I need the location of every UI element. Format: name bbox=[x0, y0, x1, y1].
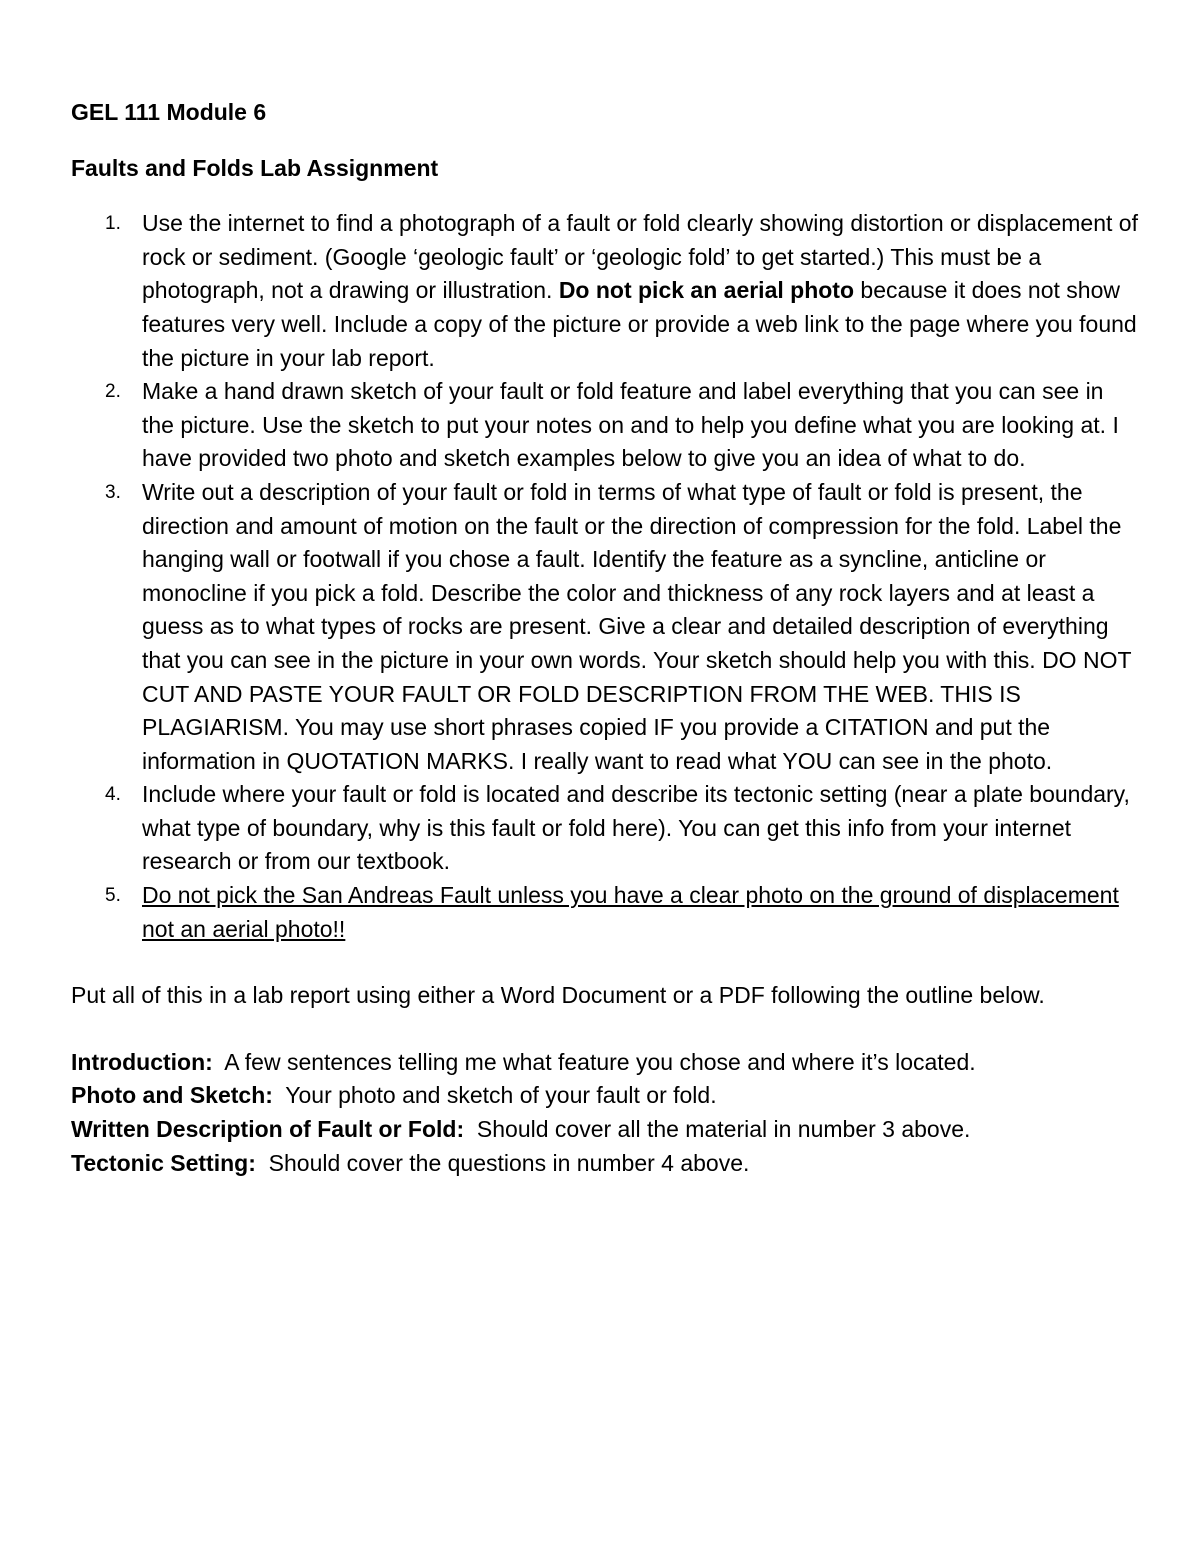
list-item bbox=[71, 778, 1141, 879]
outline-text: A few sentences telling me what feature you chose and where it’s located. bbox=[212, 1048, 976, 1075]
outline-row-introduction bbox=[71, 1046, 1141, 1080]
item-number: 3. bbox=[105, 481, 121, 503]
item-text: Use the internet to find a photograph of a fault or fold clearly showing distortion or displacement of rock or sediment. (Google ‘geologic fault’ or ‘geologic fold’ to get started.) This must be a photograph, not a drawing or illustration. bbox=[142, 210, 1138, 304]
list-item bbox=[71, 476, 1141, 778]
outline-label: Written Description of Fault or Fold: bbox=[71, 1116, 465, 1143]
item-number: 1. bbox=[105, 213, 121, 235]
outline-label: Tectonic Setting: bbox=[71, 1149, 256, 1176]
outline-row-photo-sketch bbox=[71, 1079, 1141, 1113]
outline-label: Photo and Sketch: bbox=[71, 1082, 273, 1109]
outline-row-tectonic-setting bbox=[71, 1147, 1141, 1181]
item-text: Make a hand drawn sketch of your fault or fold feature and label everything that you can see in the picture. Use the sketch to put your notes on and to help you define what you are looking at. I have provided two photo and sketch examples below to give you an idea of what to do. bbox=[142, 378, 1119, 472]
item-number: 4. bbox=[105, 784, 121, 806]
outline-text: Should cover all the material in number 3 above. bbox=[464, 1116, 971, 1143]
item-text: Include where your fault or fold is located and describe its tectonic setting (near a plate boundary, what type of boundary, why is this fault or fold here). You can get this info from your internet research or from our textbook. bbox=[142, 781, 1130, 875]
item-text: Write out a description of your fault or fold in terms of what type of fault or fold is present, the direction and amount of motion on the fault or the direction of compression for the fold. Label the hanging wall or footwall if you chose a fault. Identify the feature as a syncline, anticline or monocline if you pick a fold. Describe the color and thickness of any rock layers and at least a guess as to what types of rocks are present. Give a clear and detailed description of everything that you can see in the picture in your own words. Your sketch should help you with this. DO NOT CUT AND PASTE YOUR FAULT OR FOLD DESCRIPTION FROM THE WEB. THIS IS PLAGIARISM. You may use short phrases copied IF you provide a CITATION and put the information in QUOTATION MARKS. I really want to read what YOU can see in the photo. bbox=[142, 478, 1132, 774]
outline-text: Your photo and sketch of your fault or fold. bbox=[272, 1082, 717, 1109]
list-item bbox=[71, 879, 1141, 946]
outline-label: Introduction: bbox=[71, 1048, 213, 1075]
item-text: because it does not show features very well. Include a copy of the picture or provide a web link to the page where you found the picture in your lab report. bbox=[142, 277, 1137, 371]
item-number: 2. bbox=[105, 381, 121, 403]
item-bold-text: Do not pick an aerial photo bbox=[558, 277, 855, 304]
page-title: GEL 111 Module 6 bbox=[71, 99, 267, 125]
item-number: 5. bbox=[105, 885, 121, 907]
outline-row-written-description bbox=[71, 1113, 1141, 1147]
item-underlined-text: Do not pick the San Andreas Fault unless you have a clear photo on the ground of displacement not an aerial photo!! bbox=[142, 882, 1119, 942]
outline-text: Should cover the questions in number 4 above. bbox=[255, 1149, 750, 1176]
list-item bbox=[71, 207, 1141, 375]
instruction-paragraph: Put all of this in a lab report using either a Word Document or a PDF following the outline below. bbox=[71, 982, 1045, 1009]
assignment-title: Faults and Folds Lab Assignment bbox=[71, 154, 439, 181]
document-body bbox=[71, 96, 1141, 1180]
list-item bbox=[71, 375, 1141, 476]
report-outline bbox=[71, 1046, 1141, 1180]
task-list bbox=[71, 207, 1141, 946]
